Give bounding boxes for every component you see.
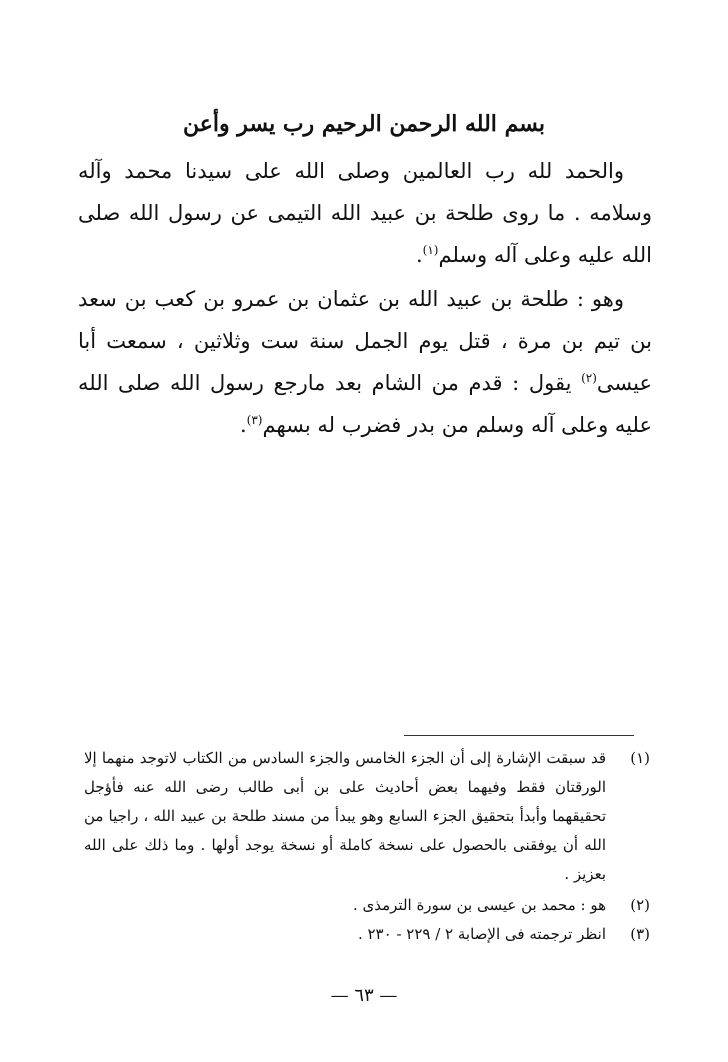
page-number: — ٦٣ — <box>330 985 398 1006</box>
footnote-2-text: هو : محمد بن عيسى بن سورة الترمذى . <box>352 896 606 914</box>
footnote-ref-2: (٢) <box>581 371 597 385</box>
footnote-3 <box>84 920 650 949</box>
footnote-separator <box>404 735 634 736</box>
paragraph-2-text-a: وهو : طلحة بن عبيد الله بن عثمان بن عمرو بن كعب بن سعد بن تيم بن مرة ، قتل يوم الجمل سنة ست وثلاثين ، سمعت أبا عيسى <box>78 287 652 395</box>
footnote-ref-1: (١) <box>422 243 439 257</box>
paragraph-2 <box>78 278 652 446</box>
paragraph-2-line <box>78 278 652 446</box>
footnote-3-number: (٣) <box>630 925 650 943</box>
footnote-1-text: قد سبقت الإشارة إلى أن الجزء الخامس والجزء السادس من الكتاب لاتوجد منهما إلا الورقتان فقط وفيهما بعض أحاديث على بن أبى طالب رضى الله عنه فأؤجل تحقيقهما وأبدأ بتحقيق الجزء السابع وهو يبدأ من مسند طلحة بن عبيد الله ، راجيا من الله أن يوفقنى بالحصول على نسخة كاملة أو نسخة يوجد أولها . وما ذلك على الله بعزيز . <box>84 749 606 883</box>
basmala-heading: بسم الله الرحمن الرحيم رب يسر وأعن <box>183 111 545 137</box>
footnote-1-number: (١) <box>630 749 650 767</box>
paragraph-2-end: . <box>239 413 247 437</box>
paragraph-1 <box>78 150 652 276</box>
paragraph-1-line <box>78 150 652 276</box>
footnote-2 <box>84 891 650 920</box>
paragraph-1-end: . <box>415 243 423 267</box>
footnotes <box>84 744 650 949</box>
paragraph-2-text-b: يقول : قدم من الشام بعد مارجع رسول الله صلى الله عليه وعلى آله وسلم من بدر فضرب له بسهم <box>78 371 652 437</box>
footnote-2-number: (٢) <box>630 896 650 914</box>
paragraph-1-text: والحمد لله رب العالمين وصلى الله على سيدنا محمد وآله وسلامه . ما روى طلحة بن عبيد الله التيمى عن رسول الله صلى الله عليه وعلى آله وسلم <box>78 159 652 267</box>
footnote-1 <box>84 744 650 889</box>
footnote-ref-3: (٣) <box>246 413 263 427</box>
footnote-3-text: انظر ترجمته فى الإصابة ٢ / ٢٢٩ - ٢٣٠ . <box>357 925 606 943</box>
